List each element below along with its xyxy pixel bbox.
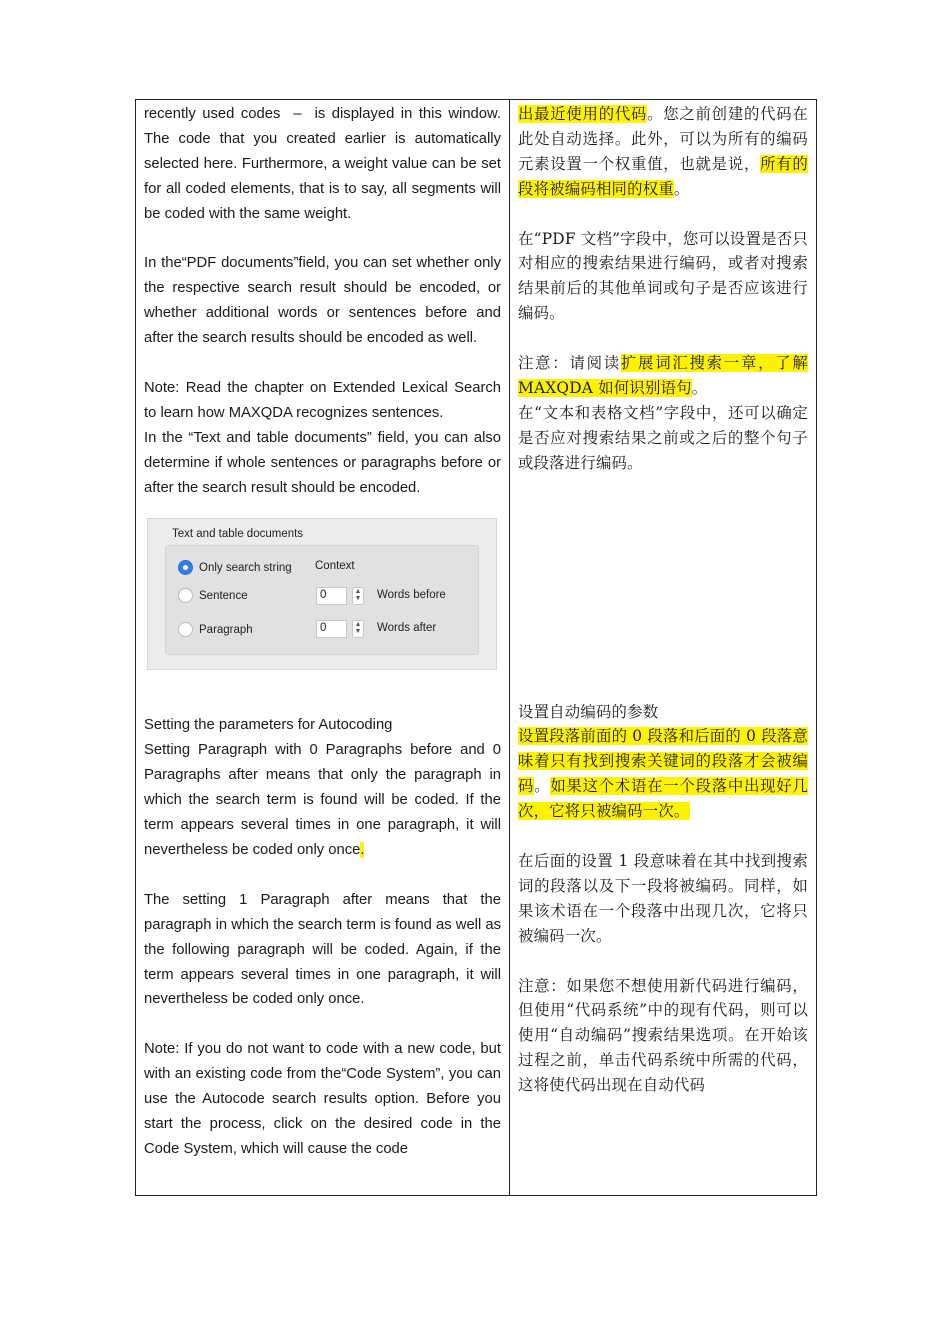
chinese-text: 。 <box>534 777 551 796</box>
words-before-input[interactable]: 0 <box>316 587 347 605</box>
radio-selected-icon[interactable] <box>178 560 193 575</box>
chinese-paragraph-one-paragraph-after: 在后面的设置 1 段意味着在其中找到搜索词的段落以及下一段将被编码。同样，如果该术语在一个段落中出现几次，它将只被编码一次。 <box>518 851 808 945</box>
chinese-heading-autocoding-parameters: 设置自动编码的参数 <box>518 702 659 721</box>
words-before-label: Words before <box>377 589 446 602</box>
option-label: Paragraph <box>199 623 253 636</box>
english-note-extended-search: Note: Read the chapter on Extended Lexical Search to learn how MAXQDA recognizes sentences. <box>144 379 501 421</box>
english-paragraph-one-paragraph-after: The setting 1 Paragraph after means that the paragraph in which the search term is found as well as the following paragraph will be coded. Again, if the term appears several times in one paragraph, it will nevertheless be coded only once. <box>144 891 501 1008</box>
option-label: Sentence <box>199 589 248 602</box>
chinese-paragraph-text-table-field: 在“文本和表格文档”字段中，还可以确定是否应对搜索结果之前或之后的整个句子或段落进行编码。 <box>518 403 808 472</box>
english-column <box>144 102 501 1162</box>
dialog-options-group <box>165 545 479 655</box>
option-only-search-string[interactable] <box>178 560 292 575</box>
english-note-existing-code: Note: If you do not want to code with a new code, but with an existing code from the“Code System”, you can use the Autocode search results option. Before you start the process, click on the desired code in the Code System, which will cause the code <box>144 1041 501 1157</box>
radio-unselected-icon[interactable] <box>178 588 193 603</box>
english-paragraph-pdf-field: In the“PDF documents”field, you can set whether only the respective search result should be encoded, or whether additional words or sentences before and after the search results should be encoded as well. <box>144 255 501 347</box>
chinese-paragraph-zero-paragraphs <box>518 724 808 824</box>
option-label: Only search string <box>199 561 292 574</box>
words-after-input[interactable]: 0 <box>316 620 347 638</box>
chinese-highlight-recent-codes: 出最近使用的代码 <box>518 105 648 123</box>
chinese-paragraph-recent-codes <box>518 102 808 202</box>
radio-unselected-icon[interactable] <box>178 622 193 637</box>
chinese-note-extended-search <box>518 351 808 401</box>
english-heading-autocoding-parameters: Setting the parameters for Autocoding <box>144 717 393 734</box>
chinese-highlight-zero-paragraphs: 设置段落前面的 0 段落和后面的 0 段落意味着只有找到搜索关键词的段落才会被编码 <box>518 727 808 796</box>
chinese-text: 注意：请阅读 <box>518 354 621 373</box>
english-paragraph-recent-codes: recently used codes – is displayed in this window. The code that you created earlier is automatically selected here. Furthermore, a weight value can be set for all coded elements, that is to say, all segments will be coded with the same weight. <box>144 106 501 222</box>
words-after-stepper[interactable]: ▲ ▼ <box>352 620 364 638</box>
chinese-column <box>518 102 808 1098</box>
option-sentence[interactable] <box>178 588 248 603</box>
english-paragraph-zero-paragraphs <box>144 738 501 863</box>
bilingual-table <box>135 99 817 1196</box>
english-zero-paragraphs-text: Setting Paragraph with 0 Paragraphs before and 0 Paragraphs after means that only the paragraph in which the search term is found will be coded. If the term appears several times in one paragraph, it will nevertheless be coded only once <box>144 742 501 858</box>
chinese-highlight-extended-search: 扩展词汇搜索一章，了解MAXQDA 如何识别语句 <box>518 354 808 397</box>
words-before-stepper[interactable]: ▲ ▼ <box>352 587 364 605</box>
chinese-text: 。 <box>673 179 690 198</box>
english-highlighted-period: . <box>360 842 365 858</box>
text-table-documents-dialog <box>147 518 497 670</box>
chinese-text: 。 <box>691 378 708 397</box>
column-divider <box>509 100 510 1195</box>
dialog-group-title: Text and table documents <box>172 528 304 541</box>
words-after-label: Words after <box>377 622 437 635</box>
chinese-paragraph-pdf-field: 在“PDF 文档”字段中，您可以设置是否只对相应的搜索结果进行编码，或者对搜索结果前后的其他单词或句子是否应该进行编码。 <box>518 229 808 323</box>
option-paragraph[interactable] <box>178 622 253 637</box>
chinese-highlight-coded-once: 如果这个术语在一个段落中出现好几次，它将只被编码一次。 <box>518 777 809 821</box>
chinese-highlight-same-weight: 所有的段将被编码相同的权重 <box>518 154 808 198</box>
english-paragraph-text-table-field: In the “Text and table documents” field, you can also determine if whole sentences or paragraphs before or after the search result should be encoded. <box>144 429 501 496</box>
chinese-note-existing-code: 注意：如果您不想使用新代码进行编码，但使用“代码系统”中的现有代码，则可以使用“自动编码”搜索结果选项。在开始该过程之前，单击代码系统中所需的代码，这将使代码出现在自动代码 <box>518 976 808 1095</box>
chinese-text: 。您之前创建的代码在此处自动选择。此外，可以为所有的编码元素设置一个权重值，也就是说， <box>518 105 808 173</box>
context-label: Context <box>315 560 355 573</box>
